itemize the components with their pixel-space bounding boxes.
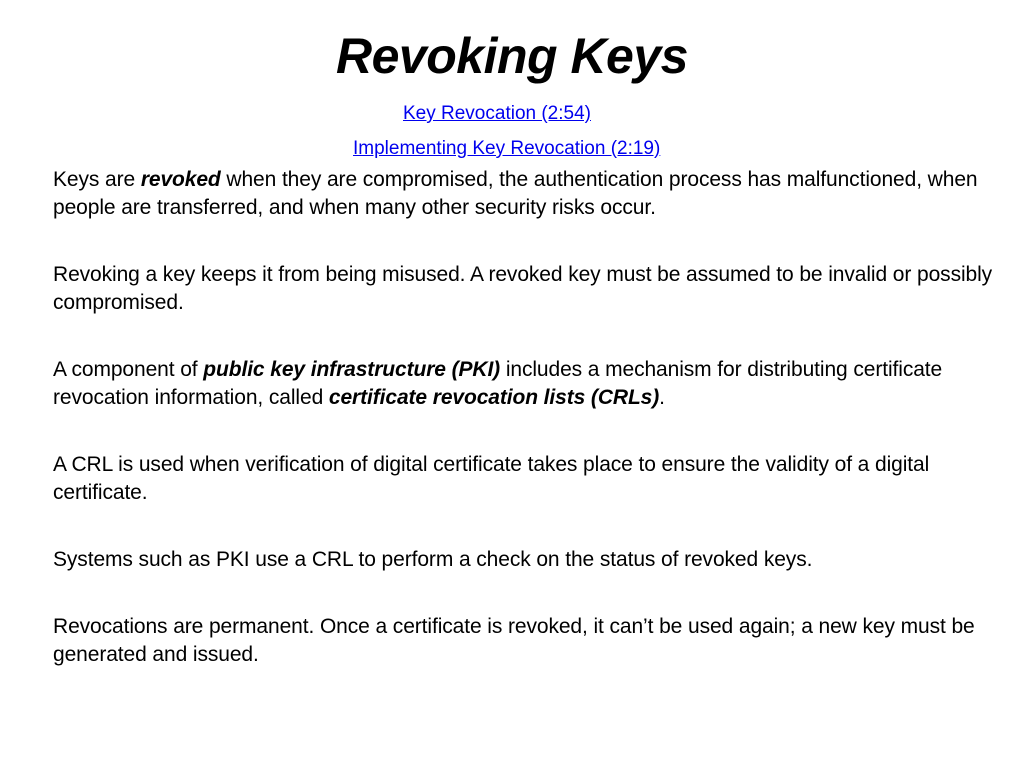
text-run: A component of [53, 358, 204, 381]
link-implementing-key-revocation[interactable]: Implementing Key Revocation (2:19) [353, 138, 661, 159]
emphasis-revoked: revoked [140, 168, 221, 191]
paragraph-revocations-permanent: Revocations are permanent. Once a certificate is revoked, it can’t be used again; a new key must be generated and issued. [53, 615, 975, 666]
emphasis-crls: certificate revocation lists (CRLs) [328, 386, 660, 409]
paragraph-revoking-misuse: Revoking a key keeps it from being misused. A revoked key must be assumed to be invalid or possibly compromised. [53, 263, 993, 314]
paragraph-pki-check: Systems such as PKI use a CRL to perform a check on the status of revoked keys. [53, 548, 813, 571]
paragraph-crl-verification: A CRL is used when verification of digital certificate takes place to ensure the validity of a digital certificate. [53, 453, 930, 504]
paragraph-pki-crl [53, 356, 993, 412]
text-run: includes a mechanism for distributing certificate revocation information, called [53, 358, 943, 409]
paragraph-keys-revoked [53, 166, 993, 222]
slide-body [53, 166, 993, 669]
text-run: Keys are [53, 168, 141, 191]
emphasis-pki: public key infrastructure (PKI) [203, 358, 501, 381]
link-key-revocation[interactable]: Key Revocation (2:54) [403, 103, 591, 124]
text-run: . [659, 386, 665, 409]
text-run: when they are compromised, the authentication process has malfunctioned, when people are transferred, and when many other security risks occur. [53, 168, 978, 219]
slide-title: Revoking Keys [336, 28, 688, 84]
